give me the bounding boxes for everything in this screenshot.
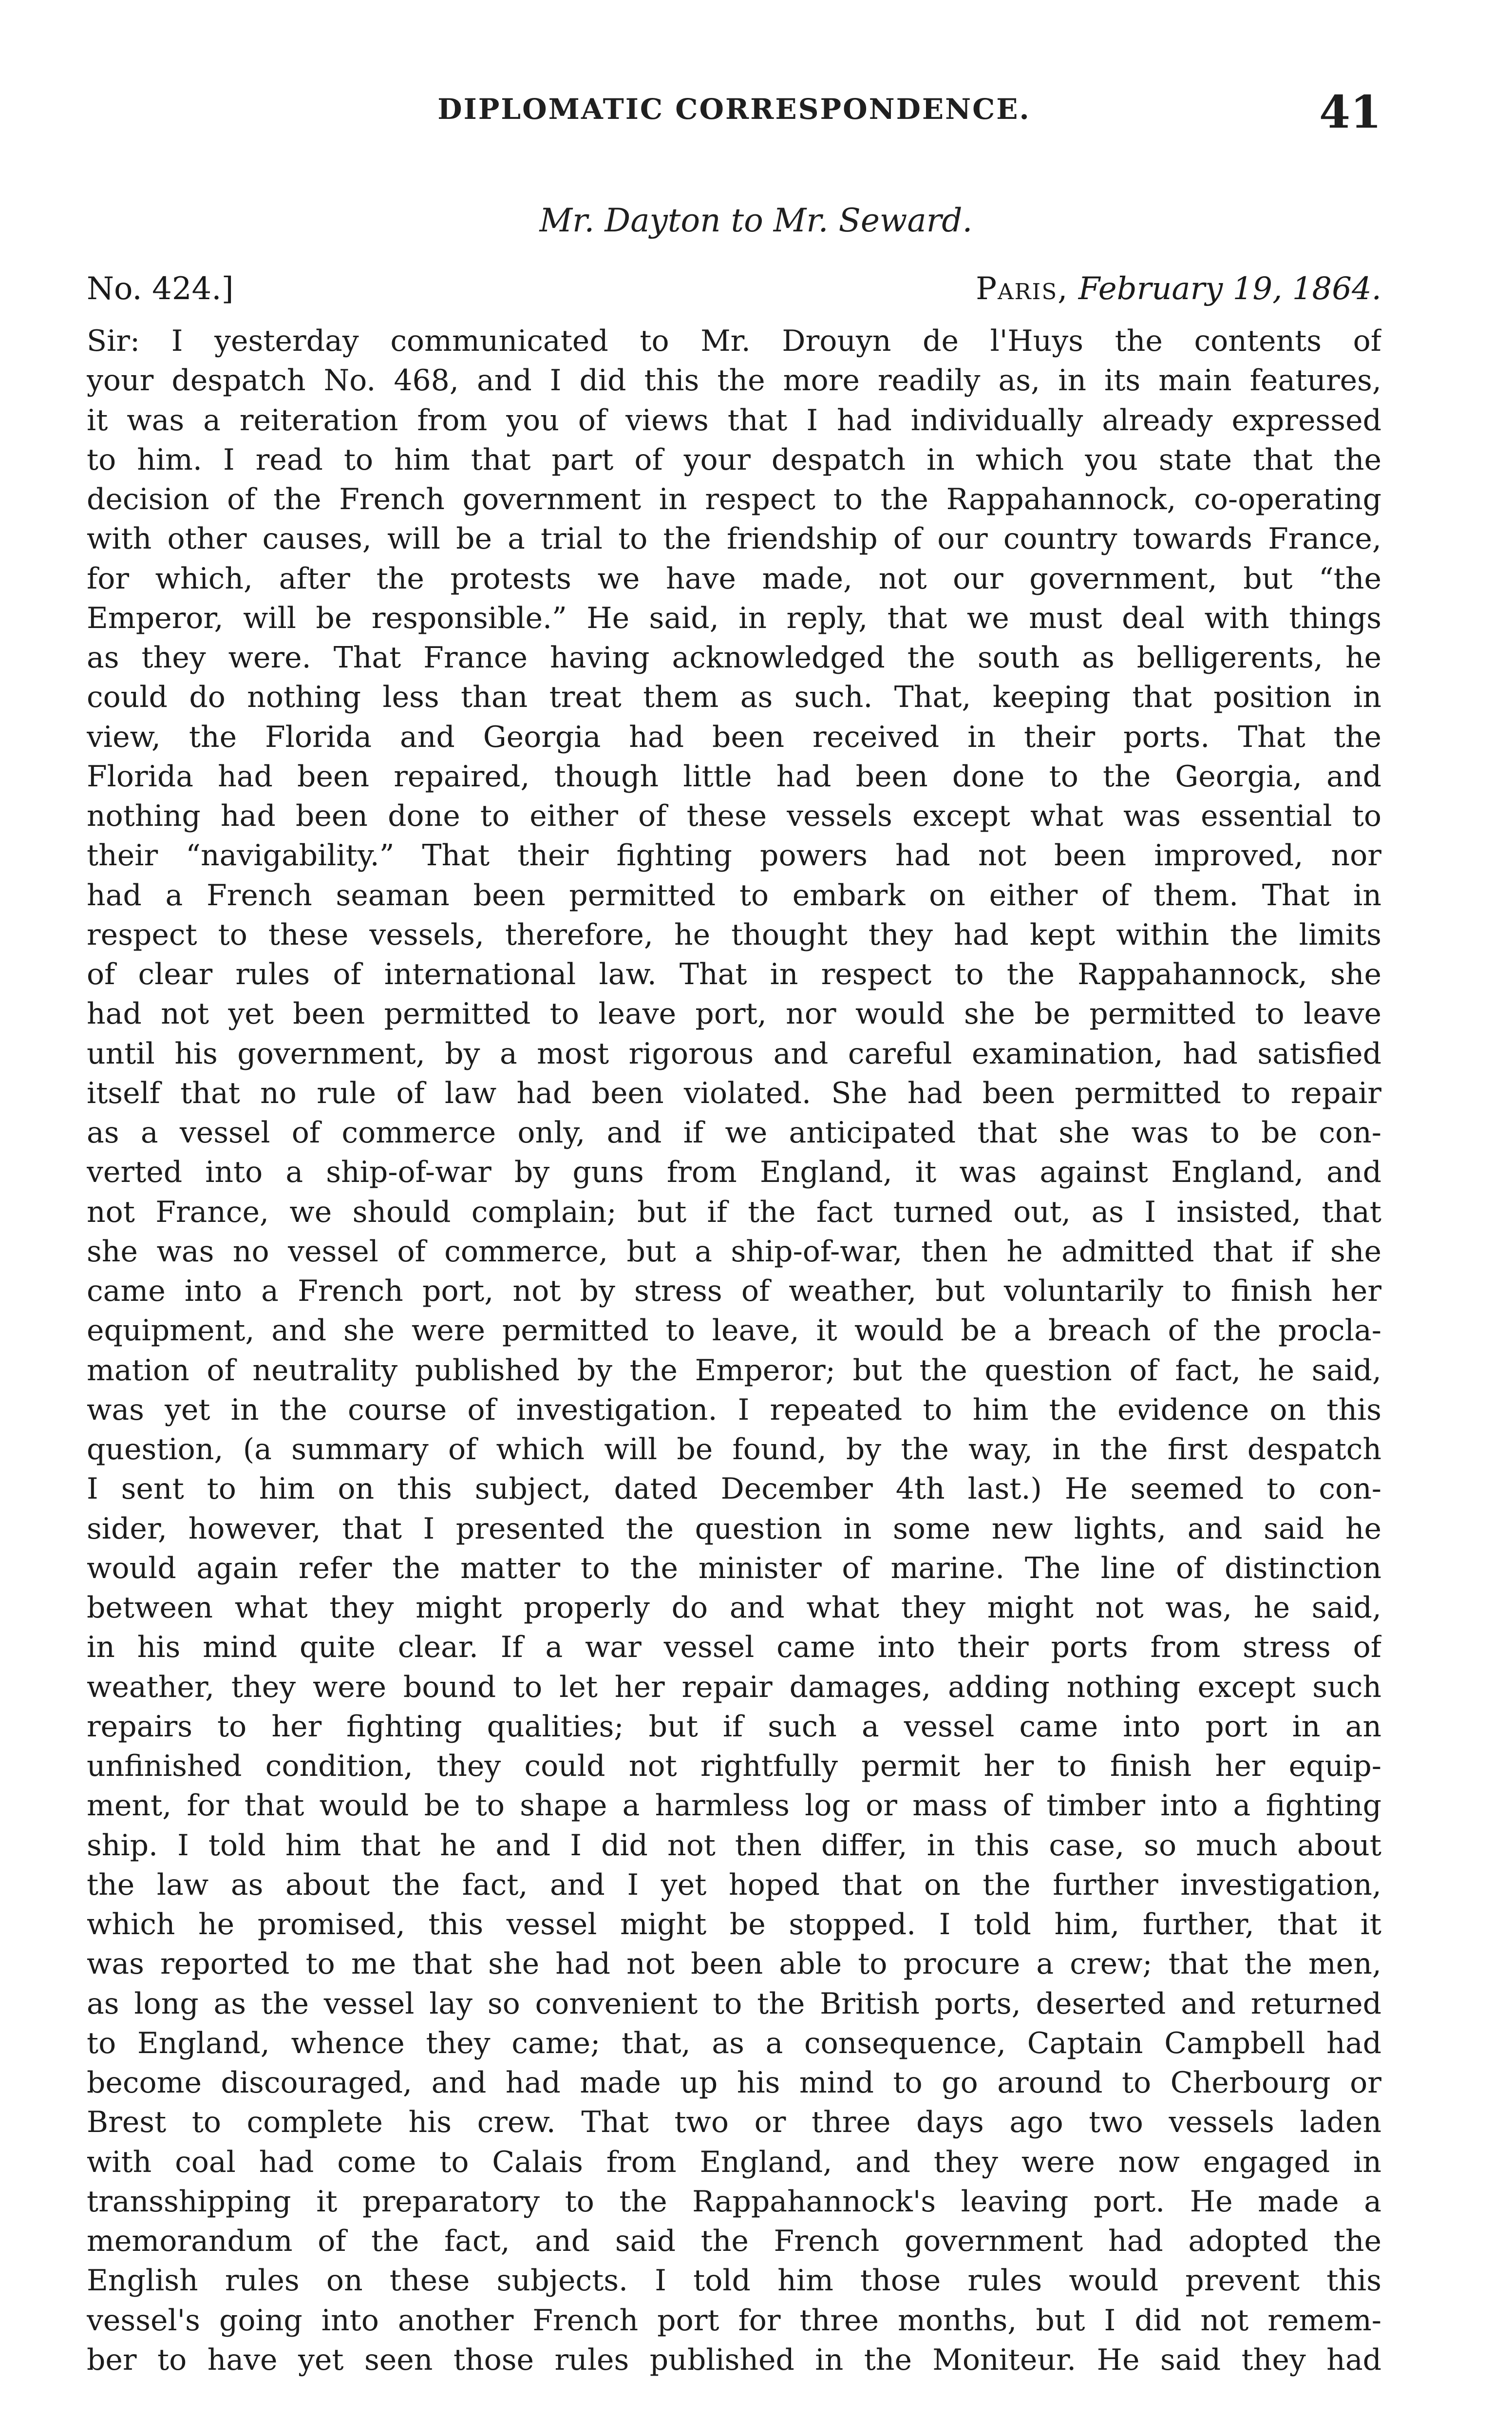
body-line: the law as about the fact, and I yet hoped that on the further investigation, (87, 1867, 1381, 1902)
body-line: your despatch No. 468, and I did this the more readily as, in its main features, (87, 363, 1381, 398)
body-line: for which, after the protests we have made, not our government, but “the (87, 561, 1381, 596)
body-line: unfinished condition, they could not rightfully permit her to finish her equip- (87, 1749, 1381, 1783)
body-line: between what they might properly do and what they might not was, he said, (87, 1591, 1381, 1625)
body-line: memorandum of the fact, and said the French government had adopted the (87, 2224, 1381, 2258)
body-line: came into a French port, not by stress of weather, but voluntarily to finish her (87, 1274, 1381, 1308)
body-line: not France, we should complain; but if the fact turned out, as I insisted, that (87, 1195, 1381, 1229)
running-head (87, 86, 1381, 144)
body-line: would again refer the matter to the minister of marine. The line of distinction (87, 1551, 1381, 1585)
body-line: with coal had come to Calais from England, and they were now engaged in (87, 2145, 1381, 2179)
body-line: could do nothing less than treat them as such. That, keeping that position in (87, 680, 1381, 715)
body-line: mation of neutrality published by the Emperor; but the question of fact, he said, (87, 1353, 1381, 1388)
body-line: was yet in the course of investigation. I repeated to him the evidence on this (87, 1392, 1381, 1427)
body-line: until his government, by a most rigorous and careful examination, had satisfied (87, 1036, 1381, 1071)
body-line: verted into a ship-of-war by guns from England, it was against England, and (87, 1155, 1381, 1190)
body-line: I sent to him on this subject, dated December 4th last.) He seemed to con- (87, 1472, 1381, 1506)
page-number: 41 (1319, 86, 1381, 138)
body-line: ment, for that would be to shape a harmless log or mass of timber into a fighting (87, 1789, 1381, 1823)
body-line: itself that no rule of law had been violated. She had been permitted to repair (87, 1076, 1381, 1110)
body-line: equipment, and she were permitted to leave, it would be a breach of the procla- (87, 1313, 1381, 1348)
body-line: Brest to complete his crew. That two or three days ago two vessels laden (87, 2105, 1381, 2140)
body-line: Emperor, will be responsible.” He said, in reply, that we must deal with things (87, 601, 1381, 635)
body-line: English rules on these subjects. I told him those rules would prevent this (87, 2264, 1381, 2298)
body-line: Sir: I yesterday communicated to Mr. Drouyn de l'Huys the contents of (87, 324, 1381, 358)
body-line: to England, whence they came; that, as a consequence, Captain Campbell had (87, 2026, 1381, 2060)
body-line: it was a reiteration from you of views that I had individually already expressed (87, 403, 1381, 438)
body-line: as long as the vessel lay so convenient to the British ports, deserted and returned (87, 1986, 1381, 2021)
running-title: DIPLOMATIC CORRESPONDENCE. (437, 93, 1031, 126)
body-line: view, the Florida and Georgia had been received in their ports. That the (87, 720, 1381, 754)
place: Paris, (976, 271, 1069, 307)
place-and-date (976, 271, 1381, 307)
body-line: as they were. That France having acknowledged the south as belligerents, he (87, 641, 1381, 675)
body-line: decision of the French government in respect to the Rappahannock, co-operating (87, 482, 1381, 516)
body-line: repairs to her fighting qualities; but if such a vessel came into port in an (87, 1709, 1381, 1744)
body-line: question, (a summary of which will be found, by the way, in the first despatch (87, 1432, 1381, 1466)
body-line: respect to these vessels, therefore, he thought they had kept within the limits (87, 917, 1381, 952)
body-line: had not yet been permitted to leave port, nor would she be permitted to leave (87, 997, 1381, 1031)
body-line: was reported to me that she had not been able to procure a crew; that the men, (87, 1947, 1381, 1981)
body-line: which he promised, this vessel might be stopped. I told him, further, that it (87, 1907, 1381, 1941)
body-line: weather, they were bound to let her repair damages, adding nothing except such (87, 1670, 1381, 1704)
body-line: of clear rules of international law. That in respect to the Rappahannock, she (87, 957, 1381, 991)
body-line: as a vessel of commerce only, and if we anticipated that she was to be con- (87, 1116, 1381, 1150)
body-line: to him. I read to him that part of your despatch in which you state that the (87, 442, 1381, 477)
body-line: become discouraged, and had made up his mind to go around to Cherbourg or (87, 2066, 1381, 2100)
body-line: Florida had been repaired, though little had been done to the Georgia, and (87, 759, 1381, 794)
body-line: she was no vessel of commerce, but a ship-of-war, then he admitted that if she (87, 1234, 1381, 1269)
body-line: vessel's going into another French port for three months, but I did not remem- (87, 2303, 1381, 2338)
body-line: with other causes, will be a trial to the friendship of our country towards France, (87, 522, 1381, 556)
dateline (87, 271, 1381, 315)
letter-body (87, 322, 1381, 2380)
body-line: in his mind quite clear. If a war vessel came into their ports from stress of (87, 1630, 1381, 1665)
body-line: their “navigability.” That their fighting powers had not been improved, nor (87, 838, 1381, 873)
body-line: had a French seaman been permitted to embark on either of them. That in (87, 878, 1381, 913)
body-line: ship. I told him that he and I did not then differ, in this case, so much about (87, 1828, 1381, 1863)
body-line: transshipping it preparatory to the Rappahannock's leaving port. He made a (87, 2184, 1381, 2219)
body-line: ber to have yet seen those rules published in the Moniteur. He said they had (87, 2342, 1381, 2377)
date: February 19, 1864. (1078, 271, 1381, 307)
body-line: sider, however, that I presented the question in some new lights, and said he (87, 1511, 1381, 1546)
body-line: nothing had been done to either of these vessels except what was essential to (87, 799, 1381, 833)
despatch-number: No. 424.] (87, 271, 234, 307)
letter-heading: Mr. Dayton to Mr. Seward. (539, 202, 973, 239)
